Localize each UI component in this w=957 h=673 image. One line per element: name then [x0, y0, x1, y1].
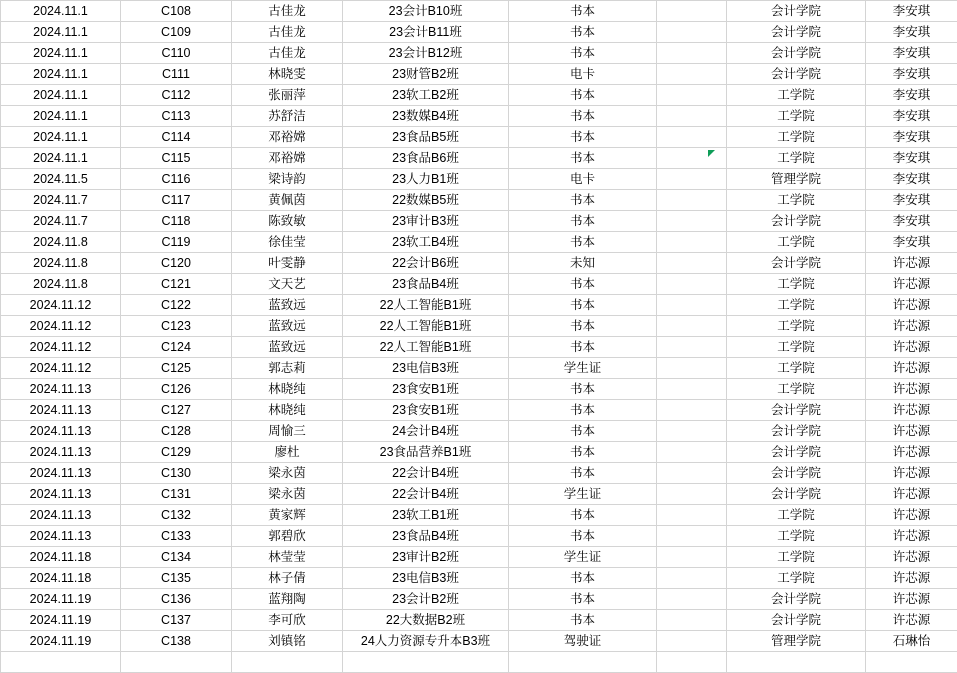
cell-date[interactable]: 2024.11.13 — [1, 379, 121, 400]
cell-code[interactable]: C127 — [121, 400, 232, 421]
cell-name[interactable]: 蓝致远 — [232, 337, 343, 358]
cell-dept[interactable]: 会计学院 — [727, 1, 866, 22]
cell-dept[interactable]: 工学院 — [727, 505, 866, 526]
cell-staff[interactable]: 许芯源 — [866, 337, 957, 358]
cell-code[interactable]: C113 — [121, 106, 232, 127]
cell-name[interactable]: 林莹莹 — [232, 547, 343, 568]
cell-staff[interactable]: 许芯源 — [866, 253, 957, 274]
cell-gap[interactable] — [657, 232, 727, 253]
cell-item[interactable]: 未知 — [509, 253, 657, 274]
cell-date[interactable]: 2024.11.13 — [1, 463, 121, 484]
cell-date[interactable]: 2024.11.7 — [1, 190, 121, 211]
table-row[interactable] — [1, 1, 957, 22]
table-row[interactable] — [1, 442, 957, 463]
cell-staff[interactable]: 许芯源 — [866, 589, 957, 610]
cell-dept[interactable]: 会计学院 — [727, 253, 866, 274]
cell-dept[interactable]: 工学院 — [727, 526, 866, 547]
cell-code[interactable]: C138 — [121, 631, 232, 652]
cell-gap[interactable] — [657, 127, 727, 148]
cell-staff[interactable]: 许芯源 — [866, 442, 957, 463]
cell-dept[interactable]: 会计学院 — [727, 442, 866, 463]
cell-staff[interactable]: 许芯源 — [866, 526, 957, 547]
cell-class[interactable]: 23会计B12班 — [343, 43, 509, 64]
cell-date[interactable]: 2024.11.19 — [1, 631, 121, 652]
cell-dept[interactable]: 工学院 — [727, 127, 866, 148]
cell-name[interactable]: 苏舒洁 — [232, 106, 343, 127]
cell-name[interactable]: 张丽萍 — [232, 85, 343, 106]
cell-code[interactable]: C126 — [121, 379, 232, 400]
cell-date[interactable]: 2024.11.13 — [1, 442, 121, 463]
table-row[interactable] — [1, 568, 957, 589]
cell-class[interactable] — [343, 652, 509, 673]
cell-class[interactable]: 23财管B2班 — [343, 64, 509, 85]
cell-dept[interactable]: 工学院 — [727, 148, 866, 169]
cell-gap[interactable] — [657, 274, 727, 295]
cell-item[interactable]: 书本 — [509, 211, 657, 232]
table-row[interactable] — [1, 190, 957, 211]
cell-staff[interactable]: 许芯源 — [866, 463, 957, 484]
cell-class[interactable]: 23审计B3班 — [343, 211, 509, 232]
cell-date[interactable]: 2024.11.13 — [1, 505, 121, 526]
cell-name[interactable]: 李可欣 — [232, 610, 343, 631]
cell-class[interactable]: 22数媒B5班 — [343, 190, 509, 211]
cell-gap[interactable] — [657, 610, 727, 631]
cell-date[interactable]: 2024.11.1 — [1, 64, 121, 85]
cell-name[interactable]: 黄佩茵 — [232, 190, 343, 211]
cell-dept[interactable]: 工学院 — [727, 337, 866, 358]
cell-name[interactable]: 郭志莉 — [232, 358, 343, 379]
cell-date[interactable]: 2024.11.19 — [1, 589, 121, 610]
cell-name[interactable]: 陈致敏 — [232, 211, 343, 232]
cell-gap[interactable] — [657, 547, 727, 568]
cell-code[interactable]: C131 — [121, 484, 232, 505]
cell-item[interactable]: 书本 — [509, 85, 657, 106]
cell-item[interactable]: 学生证 — [509, 484, 657, 505]
cell-class[interactable]: 23数媒B4班 — [343, 106, 509, 127]
cell-dept[interactable]: 管理学院 — [727, 631, 866, 652]
cell-gap[interactable] — [657, 631, 727, 652]
cell-class[interactable]: 23审计B2班 — [343, 547, 509, 568]
cell-gap[interactable] — [657, 253, 727, 274]
cell-staff[interactable]: 许芯源 — [866, 568, 957, 589]
cell-code[interactable]: C128 — [121, 421, 232, 442]
cell-class[interactable]: 23会计B2班 — [343, 589, 509, 610]
cell-dept[interactable]: 工学院 — [727, 106, 866, 127]
cell-date[interactable]: 2024.11.12 — [1, 358, 121, 379]
cell-staff[interactable]: 许芯源 — [866, 484, 957, 505]
table-row[interactable] — [1, 106, 957, 127]
table-row[interactable] — [1, 526, 957, 547]
cell-item[interactable]: 书本 — [509, 106, 657, 127]
table-row[interactable] — [1, 211, 957, 232]
cell-name[interactable]: 蓝致远 — [232, 295, 343, 316]
cell-name[interactable]: 林子倩 — [232, 568, 343, 589]
cell-name[interactable]: 梁永茵 — [232, 484, 343, 505]
cell-date[interactable]: 2024.11.13 — [1, 400, 121, 421]
cell-dept[interactable]: 工学院 — [727, 190, 866, 211]
cell-dept[interactable]: 工学院 — [727, 568, 866, 589]
cell-code[interactable]: C120 — [121, 253, 232, 274]
cell-dept[interactable]: 会计学院 — [727, 610, 866, 631]
cell-code[interactable]: C108 — [121, 1, 232, 22]
cell-staff[interactable]: 李安琪 — [866, 106, 957, 127]
cell-name[interactable]: 刘镇铭 — [232, 631, 343, 652]
table-row[interactable] — [1, 652, 957, 673]
cell-staff[interactable]: 许芯源 — [866, 358, 957, 379]
cell-date[interactable] — [1, 652, 121, 673]
cell-code[interactable]: C130 — [121, 463, 232, 484]
cell-class[interactable]: 23食品B6班 — [343, 148, 509, 169]
cell-date[interactable]: 2024.11.12 — [1, 316, 121, 337]
cell-class[interactable]: 23食品B4班 — [343, 526, 509, 547]
cell-date[interactable]: 2024.11.8 — [1, 274, 121, 295]
cell-date[interactable]: 2024.11.1 — [1, 127, 121, 148]
cell-date[interactable]: 2024.11.1 — [1, 1, 121, 22]
cell-item[interactable]: 书本 — [509, 442, 657, 463]
cell-item[interactable]: 书本 — [509, 295, 657, 316]
cell-item[interactable]: 书本 — [509, 568, 657, 589]
cell-name[interactable] — [232, 652, 343, 673]
cell-gap[interactable] — [657, 652, 727, 673]
cell-code[interactable]: C137 — [121, 610, 232, 631]
cell-name[interactable]: 林晓纯 — [232, 379, 343, 400]
cell-class[interactable]: 23软工B2班 — [343, 85, 509, 106]
table-row[interactable] — [1, 358, 957, 379]
cell-class[interactable]: 23食品B5班 — [343, 127, 509, 148]
cell-staff[interactable]: 李安琪 — [866, 127, 957, 148]
cell-item[interactable]: 书本 — [509, 589, 657, 610]
cell-name[interactable]: 文天艺 — [232, 274, 343, 295]
cell-staff[interactable]: 李安琪 — [866, 22, 957, 43]
cell-gap[interactable] — [657, 1, 727, 22]
cell-code[interactable]: C121 — [121, 274, 232, 295]
cell-gap[interactable] — [657, 379, 727, 400]
cell-dept[interactable]: 工学院 — [727, 232, 866, 253]
cell-dept[interactable]: 工学院 — [727, 85, 866, 106]
cell-code[interactable]: C112 — [121, 85, 232, 106]
cell-gap[interactable] — [657, 463, 727, 484]
table-row[interactable] — [1, 379, 957, 400]
cell-code[interactable]: C118 — [121, 211, 232, 232]
cell-dept[interactable]: 管理学院 — [727, 169, 866, 190]
cell-staff[interactable]: 李安琪 — [866, 211, 957, 232]
cell-gap[interactable] — [657, 505, 727, 526]
cell-item[interactable]: 书本 — [509, 190, 657, 211]
cell-class[interactable]: 23电信B3班 — [343, 358, 509, 379]
cell-code[interactable]: C134 — [121, 547, 232, 568]
cell-gap[interactable] — [657, 568, 727, 589]
cell-gap[interactable] — [657, 169, 727, 190]
cell-dept[interactable]: 工学院 — [727, 358, 866, 379]
cell-staff[interactable]: 许芯源 — [866, 610, 957, 631]
cell-date[interactable]: 2024.11.1 — [1, 43, 121, 64]
table-row[interactable] — [1, 547, 957, 568]
cell-dept[interactable]: 会计学院 — [727, 64, 866, 85]
table-row[interactable] — [1, 43, 957, 64]
cell-date[interactable]: 2024.11.18 — [1, 547, 121, 568]
table-row[interactable] — [1, 85, 957, 106]
cell-class[interactable]: 23软工B4班 — [343, 232, 509, 253]
cell-gap[interactable] — [657, 148, 727, 169]
cell-gap[interactable] — [657, 589, 727, 610]
cell-name[interactable]: 林晓雯 — [232, 64, 343, 85]
cell-staff[interactable] — [866, 652, 957, 673]
cell-staff[interactable]: 李安琪 — [866, 1, 957, 22]
cell-dept[interactable]: 会计学院 — [727, 484, 866, 505]
cell-name[interactable]: 郭碧欣 — [232, 526, 343, 547]
cell-class[interactable]: 22人工智能B1班 — [343, 316, 509, 337]
cell-code[interactable]: C135 — [121, 568, 232, 589]
cell-staff[interactable]: 李安琪 — [866, 232, 957, 253]
cell-name[interactable]: 古佳龙 — [232, 22, 343, 43]
table-row[interactable] — [1, 253, 957, 274]
cell-staff[interactable]: 李安琪 — [866, 169, 957, 190]
cell-gap[interactable] — [657, 526, 727, 547]
table-row[interactable] — [1, 169, 957, 190]
cell-name[interactable]: 梁诗韵 — [232, 169, 343, 190]
cell-name[interactable]: 叶雯静 — [232, 253, 343, 274]
cell-gap[interactable] — [657, 106, 727, 127]
cell-staff[interactable]: 石琳怡 — [866, 631, 957, 652]
cell-code[interactable]: C129 — [121, 442, 232, 463]
cell-item[interactable]: 电卡 — [509, 64, 657, 85]
table-row[interactable] — [1, 337, 957, 358]
cell-date[interactable]: 2024.11.1 — [1, 85, 121, 106]
cell-name[interactable]: 廖杜 — [232, 442, 343, 463]
cell-item[interactable]: 书本 — [509, 274, 657, 295]
cell-date[interactable]: 2024.11.8 — [1, 253, 121, 274]
table-row[interactable] — [1, 316, 957, 337]
cell-staff[interactable]: 李安琪 — [866, 64, 957, 85]
cell-date[interactable]: 2024.11.13 — [1, 484, 121, 505]
cell-code[interactable]: C115 — [121, 148, 232, 169]
cell-dept[interactable]: 会计学院 — [727, 589, 866, 610]
cell-class[interactable]: 23食品B4班 — [343, 274, 509, 295]
cell-name[interactable]: 梁永茵 — [232, 463, 343, 484]
cell-code[interactable]: C116 — [121, 169, 232, 190]
cell-name[interactable]: 蓝致远 — [232, 316, 343, 337]
cell-gap[interactable] — [657, 22, 727, 43]
cell-staff[interactable]: 李安琪 — [866, 85, 957, 106]
table-row[interactable] — [1, 22, 957, 43]
cell-code[interactable]: C111 — [121, 64, 232, 85]
cell-staff[interactable]: 李安琪 — [866, 43, 957, 64]
cell-dept[interactable]: 会计学院 — [727, 22, 866, 43]
cell-staff[interactable]: 许芯源 — [866, 316, 957, 337]
cell-class[interactable]: 23会计B10班 — [343, 1, 509, 22]
cell-date[interactable]: 2024.11.13 — [1, 526, 121, 547]
cell-gap[interactable] — [657, 211, 727, 232]
cell-item[interactable]: 书本 — [509, 22, 657, 43]
cell-item[interactable]: 电卡 — [509, 169, 657, 190]
cell-staff[interactable]: 李安琪 — [866, 190, 957, 211]
cell-dept[interactable]: 工学院 — [727, 316, 866, 337]
cell-class[interactable]: 24人力资源专升本B3班 — [343, 631, 509, 652]
table-row[interactable] — [1, 484, 957, 505]
cell-class[interactable]: 23会计B11班 — [343, 22, 509, 43]
cell-item[interactable]: 学生证 — [509, 358, 657, 379]
cell-name[interactable]: 古佳龙 — [232, 1, 343, 22]
cell-date[interactable]: 2024.11.5 — [1, 169, 121, 190]
cell-dept[interactable]: 工学院 — [727, 295, 866, 316]
cell-gap[interactable] — [657, 442, 727, 463]
cell-date[interactable]: 2024.11.7 — [1, 211, 121, 232]
cell-code[interactable]: C119 — [121, 232, 232, 253]
cell-staff[interactable]: 许芯源 — [866, 547, 957, 568]
cell-code[interactable]: C133 — [121, 526, 232, 547]
cell-name[interactable]: 林晓纯 — [232, 400, 343, 421]
cell-date[interactable]: 2024.11.8 — [1, 232, 121, 253]
cell-name[interactable]: 徐佳莹 — [232, 232, 343, 253]
cell-item[interactable]: 书本 — [509, 127, 657, 148]
comment-marker-icon — [708, 150, 715, 157]
cell-dept[interactable]: 会计学院 — [727, 463, 866, 484]
cell-name[interactable]: 黄家辉 — [232, 505, 343, 526]
cell-gap[interactable] — [657, 295, 727, 316]
cell-code[interactable]: C114 — [121, 127, 232, 148]
cell-class[interactable]: 23食安B1班 — [343, 379, 509, 400]
cell-gap[interactable] — [657, 337, 727, 358]
cell-date[interactable]: 2024.11.12 — [1, 337, 121, 358]
cell-item[interactable]: 书本 — [509, 337, 657, 358]
cell-item[interactable]: 书本 — [509, 1, 657, 22]
table-row[interactable] — [1, 295, 957, 316]
cell-staff[interactable]: 许芯源 — [866, 505, 957, 526]
table-body[interactable] — [1, 1, 957, 673]
cell-class[interactable]: 24会计B4班 — [343, 421, 509, 442]
cell-class[interactable]: 22会计B4班 — [343, 484, 509, 505]
cell-date[interactable]: 2024.11.18 — [1, 568, 121, 589]
cell-item[interactable]: 书本 — [509, 148, 657, 169]
cell-item[interactable]: 书本 — [509, 421, 657, 442]
cell-gap[interactable] — [657, 484, 727, 505]
cell-staff[interactable]: 许芯源 — [866, 295, 957, 316]
cell-date[interactable]: 2024.11.1 — [1, 148, 121, 169]
cell-name[interactable]: 周愉三 — [232, 421, 343, 442]
table-row[interactable] — [1, 127, 957, 148]
cell-class[interactable]: 22会计B6班 — [343, 253, 509, 274]
cell-code[interactable]: C117 — [121, 190, 232, 211]
cell-item[interactable]: 书本 — [509, 610, 657, 631]
cell-item[interactable]: 学生证 — [509, 547, 657, 568]
cell-code[interactable] — [121, 652, 232, 673]
cell-dept[interactable]: 工学院 — [727, 379, 866, 400]
cell-dept[interactable]: 会计学院 — [727, 211, 866, 232]
table-row[interactable] — [1, 589, 957, 610]
cell-date[interactable]: 2024.11.19 — [1, 610, 121, 631]
cell-item[interactable]: 书本 — [509, 379, 657, 400]
cell-item[interactable] — [509, 652, 657, 673]
cell-code[interactable]: C136 — [121, 589, 232, 610]
cell-class[interactable]: 23食品营养B1班 — [343, 442, 509, 463]
cell-class[interactable]: 23食安B1班 — [343, 400, 509, 421]
table-row[interactable] — [1, 505, 957, 526]
cell-staff[interactable]: 许芯源 — [866, 274, 957, 295]
cell-code[interactable]: C125 — [121, 358, 232, 379]
cell-code[interactable]: C109 — [121, 22, 232, 43]
cell-class[interactable]: 22人工智能B1班 — [343, 337, 509, 358]
cell-dept[interactable]: 会计学院 — [727, 421, 866, 442]
cell-staff[interactable]: 许芯源 — [866, 379, 957, 400]
cell-code[interactable]: C132 — [121, 505, 232, 526]
table-row[interactable] — [1, 64, 957, 85]
cell-class[interactable]: 23电信B3班 — [343, 568, 509, 589]
cell-gap[interactable] — [657, 190, 727, 211]
cell-dept[interactable] — [727, 652, 866, 673]
table-row[interactable] — [1, 148, 957, 169]
cell-item[interactable]: 书本 — [509, 463, 657, 484]
table-row[interactable] — [1, 274, 957, 295]
cell-date[interactable]: 2024.11.1 — [1, 106, 121, 127]
cell-date[interactable]: 2024.11.1 — [1, 22, 121, 43]
cell-staff[interactable]: 李安琪 — [866, 148, 957, 169]
table-row[interactable] — [1, 463, 957, 484]
table-row[interactable] — [1, 610, 957, 631]
table-row[interactable] — [1, 400, 957, 421]
cell-gap[interactable] — [657, 85, 727, 106]
cell-code[interactable]: C110 — [121, 43, 232, 64]
cell-gap[interactable] — [657, 400, 727, 421]
cell-name[interactable]: 蓝翔陶 — [232, 589, 343, 610]
cell-dept[interactable]: 会计学院 — [727, 400, 866, 421]
cell-class[interactable]: 22人工智能B1班 — [343, 295, 509, 316]
cell-name[interactable]: 邓裕嫦 — [232, 127, 343, 148]
cell-item[interactable]: 驾驶证 — [509, 631, 657, 652]
cell-name[interactable]: 古佳龙 — [232, 43, 343, 64]
cell-item[interactable]: 书本 — [509, 505, 657, 526]
table-row[interactable] — [1, 232, 957, 253]
cell-gap[interactable] — [657, 64, 727, 85]
cell-dept[interactable]: 工学院 — [727, 547, 866, 568]
cell-class[interactable]: 23软工B1班 — [343, 505, 509, 526]
cell-item[interactable]: 书本 — [509, 316, 657, 337]
cell-staff[interactable]: 许芯源 — [866, 400, 957, 421]
cell-dept[interactable]: 工学院 — [727, 274, 866, 295]
cell-dept[interactable]: 会计学院 — [727, 43, 866, 64]
cell-class[interactable]: 22会计B4班 — [343, 463, 509, 484]
table-row[interactable] — [1, 631, 957, 652]
table-row[interactable] — [1, 421, 957, 442]
cell-item[interactable]: 书本 — [509, 232, 657, 253]
cell-item[interactable]: 书本 — [509, 43, 657, 64]
cell-item[interactable]: 书本 — [509, 400, 657, 421]
cell-code[interactable]: C123 — [121, 316, 232, 337]
cell-code[interactable]: C122 — [121, 295, 232, 316]
cell-date[interactable]: 2024.11.12 — [1, 295, 121, 316]
cell-staff[interactable]: 许芯源 — [866, 421, 957, 442]
cell-item[interactable]: 书本 — [509, 526, 657, 547]
cell-gap[interactable] — [657, 43, 727, 64]
cell-class[interactable]: 22大数据B2班 — [343, 610, 509, 631]
cell-gap[interactable] — [657, 358, 727, 379]
cell-code[interactable]: C124 — [121, 337, 232, 358]
cell-gap[interactable] — [657, 316, 727, 337]
cell-date[interactable]: 2024.11.13 — [1, 421, 121, 442]
cell-gap[interactable] — [657, 421, 727, 442]
cell-name[interactable]: 邓裕嫦 — [232, 148, 343, 169]
cell-class[interactable]: 23人力B1班 — [343, 169, 509, 190]
